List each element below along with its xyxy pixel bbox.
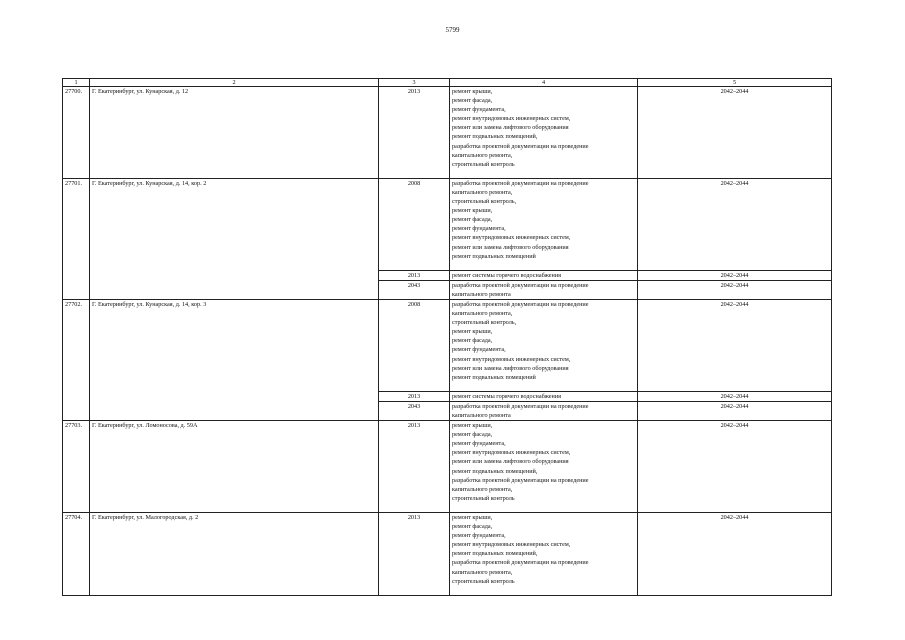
entry-period: 2042–2044 — [638, 512, 832, 595]
entry-year: 2013 — [379, 270, 450, 280]
table-header-row — [63, 79, 832, 87]
work-item: капитального ремонта, — [452, 151, 513, 159]
work-item: ремонт внутридомовых инженерных систем, — [452, 234, 571, 242]
entry-period: 2042–2044 — [638, 280, 832, 299]
entry-works — [450, 280, 638, 299]
header-col-1: 1 — [63, 79, 90, 87]
work-item: ремонт крыши, — [452, 422, 493, 430]
work-item: ремонт фундамента, — [452, 440, 506, 448]
work-item: капитального ремонта, — [452, 188, 513, 196]
entry-year: 2013 — [379, 391, 450, 401]
work-item: ремонт крыши, — [452, 328, 493, 336]
work-item: ремонт подвальных помещений, — [452, 467, 538, 475]
work-item: ремонт или замена лифтового оборудования — [452, 124, 569, 132]
work-item: ремонт внутридомовых инженерных систем, — [452, 355, 571, 363]
entry-period: 2042–2044 — [638, 87, 832, 179]
entry-year: 2043 — [379, 401, 450, 420]
work-item: ремонт или замена лифтового оборудования — [452, 243, 569, 251]
entry-works — [450, 421, 638, 513]
work-item: разработка проектной документации на проведение — [452, 142, 589, 150]
work-item: ремонт крыши, — [452, 513, 493, 521]
work-item: ремонт подвальных помещений, — [452, 550, 538, 558]
header-col-2: 2 — [90, 79, 379, 87]
entry-period: 2042–2044 — [638, 178, 832, 270]
entry-works — [450, 512, 638, 595]
work-item: ремонт подвальных помещений, — [452, 133, 538, 141]
record-number: 27700. — [63, 87, 90, 179]
table-row — [63, 421, 832, 513]
entry-works — [450, 178, 638, 270]
work-item: ремонт фасада, — [452, 523, 493, 531]
entry-period: 2042–2044 — [638, 391, 832, 401]
work-item: строительный контроль — [452, 494, 515, 502]
work-item: ремонт внутридомовых инженерных систем, — [452, 449, 571, 457]
work-item: капитального ремонта, — [452, 568, 513, 576]
work-item: ремонт фундамента, — [452, 225, 506, 233]
record-number: 27703. — [63, 421, 90, 513]
record-address: Г. Екатеринбург, ул. Ломоносова, д. 59А — [90, 421, 379, 513]
work-item: строительный контроль, — [452, 198, 517, 206]
work-item: ремонт фундамента, — [452, 106, 506, 114]
table-row — [63, 512, 832, 595]
work-item: разработка проектной документации на проведение — [452, 559, 589, 567]
entry-year: 2013 — [379, 421, 450, 513]
record-number: 27704. — [63, 512, 90, 595]
work-item: разработка проектной документации на проведение — [452, 179, 589, 187]
capital-repair-table — [62, 78, 832, 596]
work-item: ремонт фундамента, — [452, 346, 506, 354]
entry-works — [450, 299, 638, 391]
work-item: ремонт системы горячего водоснабжения — [452, 392, 561, 400]
work-item: капитального ремонта, — [452, 485, 513, 493]
work-item: разработка проектной документации на проведение — [452, 281, 589, 289]
entry-works — [450, 401, 638, 420]
work-item: ремонт фасада, — [452, 97, 493, 105]
work-item: ремонт фасада, — [452, 337, 493, 345]
header-col-4: 4 — [450, 79, 638, 87]
work-item: строительный контроль — [452, 160, 515, 168]
header-col-3: 3 — [379, 79, 450, 87]
record-address: Г. Екатеринбург, ул. Кунарская, д. 14, кор. 2 — [90, 178, 379, 299]
work-item: разработка проектной документации на проведение — [452, 402, 589, 410]
entry-period: 2042–2044 — [638, 270, 832, 280]
work-item: ремонт крыши, — [452, 207, 493, 215]
record-number: 27702. — [63, 299, 90, 420]
record-address: Г. Екатеринбург, ул. Кунарская, д. 14, кор. 3 — [90, 299, 379, 420]
entry-period: 2042–2044 — [638, 421, 832, 513]
header-col-5: 5 — [638, 79, 832, 87]
entry-works — [450, 391, 638, 401]
page-number: 5799 — [445, 26, 460, 34]
work-item: разработка проектной документации на проведение — [452, 300, 589, 308]
entry-period: 2042–2044 — [638, 401, 832, 420]
work-item: капитального ремонта, — [452, 310, 513, 318]
work-item: разработка проектной документации на проведение — [452, 476, 589, 484]
work-item: ремонт подвальных помещений — [452, 373, 536, 381]
entry-works — [450, 87, 638, 179]
entry-year: 2043 — [379, 280, 450, 299]
work-item: ремонт или замена лифтового оборудования — [452, 364, 569, 372]
record-address: Г. Екатеринбург, ул. Кунарская, д. 12 — [90, 87, 379, 179]
work-item: ремонт подвальных помещений — [452, 252, 536, 260]
work-item: строительный контроль — [452, 577, 515, 585]
table-row — [63, 87, 832, 179]
work-item: ремонт или замена лифтового оборудования — [452, 458, 569, 466]
record-address: Г. Екатеринбург, ул. Малогородская, д. 2 — [90, 512, 379, 595]
table-row — [63, 299, 832, 391]
record-number: 27701. — [63, 178, 90, 299]
work-item: ремонт фасада, — [452, 216, 493, 224]
table-body — [63, 79, 832, 596]
work-item: капитального ремонта — [452, 412, 511, 419]
entry-period: 2042–2044 — [638, 299, 832, 391]
table-row — [63, 178, 832, 270]
work-item: строительный контроль, — [452, 319, 517, 327]
entry-works — [450, 270, 638, 280]
work-item: ремонт внутридомовых инженерных систем, — [452, 541, 571, 549]
work-item: ремонт фасада, — [452, 431, 493, 439]
entry-year: 2013 — [379, 87, 450, 179]
work-item: капитального ремонта — [452, 290, 511, 298]
entry-year: 2013 — [379, 512, 450, 595]
entry-year: 2008 — [379, 178, 450, 270]
work-item: ремонт внутридомовых инженерных систем, — [452, 115, 571, 123]
work-item: ремонт фундамента, — [452, 532, 506, 540]
entry-year: 2008 — [379, 299, 450, 391]
work-item: ремонт системы горячего водоснабжения — [452, 271, 561, 279]
work-item: ремонт крыши, — [452, 88, 493, 95]
